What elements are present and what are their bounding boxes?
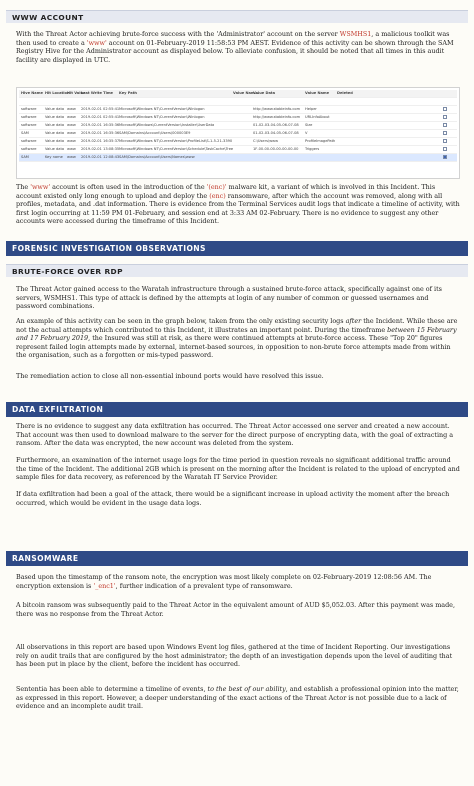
registry-cell: www: [67, 123, 76, 127]
registry-cell: Value data: [45, 107, 65, 111]
registry-cell: Microsoft\Windows NT\CurrentVersion\ProfileList\S-1-5-21-3390: [119, 139, 233, 143]
registry-cell: SAM: [21, 155, 29, 159]
registry-row-checkbox[interactable]: [443, 147, 447, 151]
registry-cell: www: [67, 115, 76, 119]
brute-force-paragraph-3: The remediation action to close all non-essential inbound ports would have resolved this issue.: [16, 372, 324, 380]
registry-cell: Value data: [45, 123, 65, 127]
registry-cell: Microsoft\Windows NT\CurrentVersion\Winlogon: [119, 107, 205, 111]
registry-cell: Value data: [45, 139, 65, 143]
registry-cell: software: [21, 139, 37, 143]
registry-cell: 2019-02-01 16:35:36: [81, 131, 120, 135]
registry-row-checkbox[interactable]: [443, 123, 447, 127]
registry-cell: SAM\Domains\Account\Users\Names\www: [119, 155, 195, 159]
registry-cell: software: [21, 147, 37, 151]
registry-cell: C:\Users\www: [253, 139, 279, 143]
registry-cell: Microsoft\Windows\CurrentVersion\Installer\UserData: [119, 123, 215, 127]
registry-cell: 2019-02-01 12:08:43: [81, 155, 120, 159]
ransomware-paragraph-1: Based upon the timestamp of the ransom note, the encryption was most likely complete on 02-February-2019 12:08:56 AM. The encryption extension is '_enc1', further indication of a prevalent type of ransomware.: [16, 573, 432, 590]
registry-row-checkbox[interactable]: [443, 139, 447, 143]
registry-cell: ProfileImagePath: [305, 139, 336, 143]
registry-header: Value Data: [253, 91, 276, 95]
registry-cell: www: [67, 139, 76, 143]
exfiltration-paragraph-2: Furthermore, an examination of the internet usage logs for the time period in question reveals no significant additional traffic around the time of the Incident. The additional 2GB which is present on the morning after the Incident is related to the upload of encrypted and sample files for data recovery, as referenced by the Waratah IT Service Provider.: [16, 456, 460, 482]
registry-cell: 2019-02-01 02:55:41: [81, 115, 120, 119]
registry-cell: Value data: [45, 131, 65, 135]
registry-cell: 2019-02-01 16:35:36: [81, 123, 120, 127]
registry-row-checkbox[interactable]: [443, 155, 447, 159]
section-heading-data-exfiltration: DATA EXFILTRATION: [6, 402, 468, 417]
registry-row-checkbox[interactable]: [443, 115, 447, 119]
registry-cell: 2019-02-01 02:55:41: [81, 107, 120, 111]
registry-cell: Triggers: [305, 147, 320, 151]
registry-header: Hive Name: [21, 91, 43, 95]
registry-header: Value Nam...: [233, 91, 259, 95]
registry-cell: URLInfoAbout: [305, 115, 330, 119]
registry-cell: Value data: [45, 147, 65, 151]
section-heading-ransomware: RANSOMWARE: [6, 551, 468, 566]
registry-cell: http://www.stableinfo.com: [253, 107, 301, 111]
registry-cell: www: [67, 107, 76, 111]
registry-row-checkbox[interactable]: [443, 131, 447, 135]
closing-paragraph-1: All observations in this report are based upon Windows Event log files, gathered at the time of Incident Reporting. Our investigations rely on audit trails that are configured by the host administrator; the depth of an investigation depends upon the level of auditing that has been put in place by the client, before the incident has occurred.: [16, 643, 453, 669]
registry-cell: Microsoft\Windows NT\CurrentVersion\Winlogon: [119, 115, 205, 119]
registry-cell: Microsoft\Windows NT\CurrentVersion\Schedule\TaskCache\Tree: [119, 147, 234, 151]
section-heading-www-account: WWW ACCOUNT: [6, 10, 468, 23]
registry-cell: Helper: [305, 107, 317, 111]
registry-cell: software: [21, 115, 37, 119]
closing-paragraph-2: Sententia has been able to determine a timeline of events, to the best of our ability, and establish a professional opinion into the matter, as expressed in this report. However, a deeper understanding of the exact actions of the Threat Actor is not possible due to a lack of evidence and an incomplete audit trail.: [16, 685, 459, 711]
registry-cell: 2019-02-01 13:08:35: [81, 147, 120, 151]
registry-cell: Key name: [45, 155, 63, 159]
registry-cell: V: [305, 131, 308, 135]
registry-row-checkbox[interactable]: [443, 107, 447, 111]
registry-cell: www: [67, 147, 76, 151]
registry-cell: Size: [305, 123, 313, 127]
ransomware-paragraph-2: A bitcoin ransom was subsequently paid to the Threat Actor in the equivalent amount of AUD $5,052.03. After this payment was made, there was no response from the Threat Actor.: [16, 601, 455, 618]
registry-cell: Value data: [45, 115, 65, 119]
exfiltration-paragraph-1: There is no evidence to suggest any data exfiltration has occurred. The Threat Actor accessed one server and created a new account. That account was then used to download malware to the server for the direct purpose of encrypting data, with the goal of extracting a ransom. After the data was encrypted, the new account was deleted from the system.: [16, 422, 454, 448]
registry-cell: www: [67, 131, 76, 135]
registry-cell: SAM\Domains\Account\Users\000003E9: [119, 131, 191, 135]
sam-registry-screenshot: [16, 87, 460, 179]
www-account-paragraph-1: With the Threat Actor achieving brute-force success with the 'Administrator' account on the server WSMHS1, a malicious toolkit was then used to create a 'www' account on 01-February-2019 11:58:53 PM AEST. Evidence of this activity can be shown through the SAM Registry Hive for the Administrator account as displayed below. To alleviate confusion, it should be noted that all times in this audit facility are displayed in UTC.: [16, 30, 454, 64]
brute-force-paragraph-2: An example of this activity can be seen in the graph below, taken from the only existing security logs after the Incident. While these are not the actual attempts which contributed to this Incident, it illustrates an important point. During the timeframe between 15 February and 17 February 2019, the Insured was still at risk, as there were continued attempts at brute-force access. These "Top 20" figures represent failed login attempts made by external, internet-based sources, in opposition to non-brute force attempts made from within the organisation, such as a forgotten or mis-typed password.: [16, 317, 458, 360]
registry-cell: www: [67, 155, 76, 159]
registry-header: Key Path: [119, 91, 137, 95]
registry-cell: http://www.stableinfo.com: [253, 115, 301, 119]
registry-header: Last Write Time: [81, 91, 113, 95]
registry-cell: 01-02-03-04-05-06-07-08: [253, 131, 299, 135]
registry-header: Deleted: [337, 91, 353, 95]
registry-cell: SAM: [21, 131, 29, 135]
section-heading-forensic: FORENSIC INVESTIGATION OBSERVATIONS: [6, 241, 468, 256]
registry-cell: 01-02-03-04-05-06-07-08: [253, 123, 299, 127]
brute-force-paragraph-1: The Threat Actor gained access to the Waratah infrastructure through a sustained brute-force attack, specifically against one of its servers, WSMHS1. This type of attack is defined by the attempts at login of any number of common or guessed usernames and password combinations.: [16, 285, 442, 311]
registry-cell: software: [21, 123, 37, 127]
registry-header: Value Name: [305, 91, 330, 95]
registry-cell: 2019-02-01 16:35:37: [81, 139, 120, 143]
sub-heading-brute-force: BRUTE-FORCE OVER RDP: [6, 264, 468, 277]
registry-row-selected[interactable]: [19, 154, 457, 162]
registry-header: Hit Location: [45, 91, 70, 95]
www-account-paragraph-2: The 'www' account is often used in the introduction of the '(enc)' malware kit, a variant of which is involved in this Incident. This account existed only long enough to upload and deploy the (enc) ransomware, after which the account was removed, along with all profiles, metadata, and .dat information. There is evidence from the Terminal Services audit logs that indicate a timeline of activity, with first login occurring at 11:59 PM 01-February, and session end at 3:33 AM 02-February. There is no evidence to suggest any other accounts were accessed during the timeframe of this Incident.: [16, 183, 460, 226]
exfiltration-paragraph-3: If data exfiltration had been a goal of the attack, there would be a significant increase in upload activity the moment after the breach occurred, which would be evident in the usage data logs.: [16, 490, 450, 507]
registry-cell: software: [21, 107, 37, 111]
registry-cell: 1F-00-00-00-00-00-00-00: [253, 147, 299, 151]
registry-header: Hit Value: [67, 91, 86, 95]
